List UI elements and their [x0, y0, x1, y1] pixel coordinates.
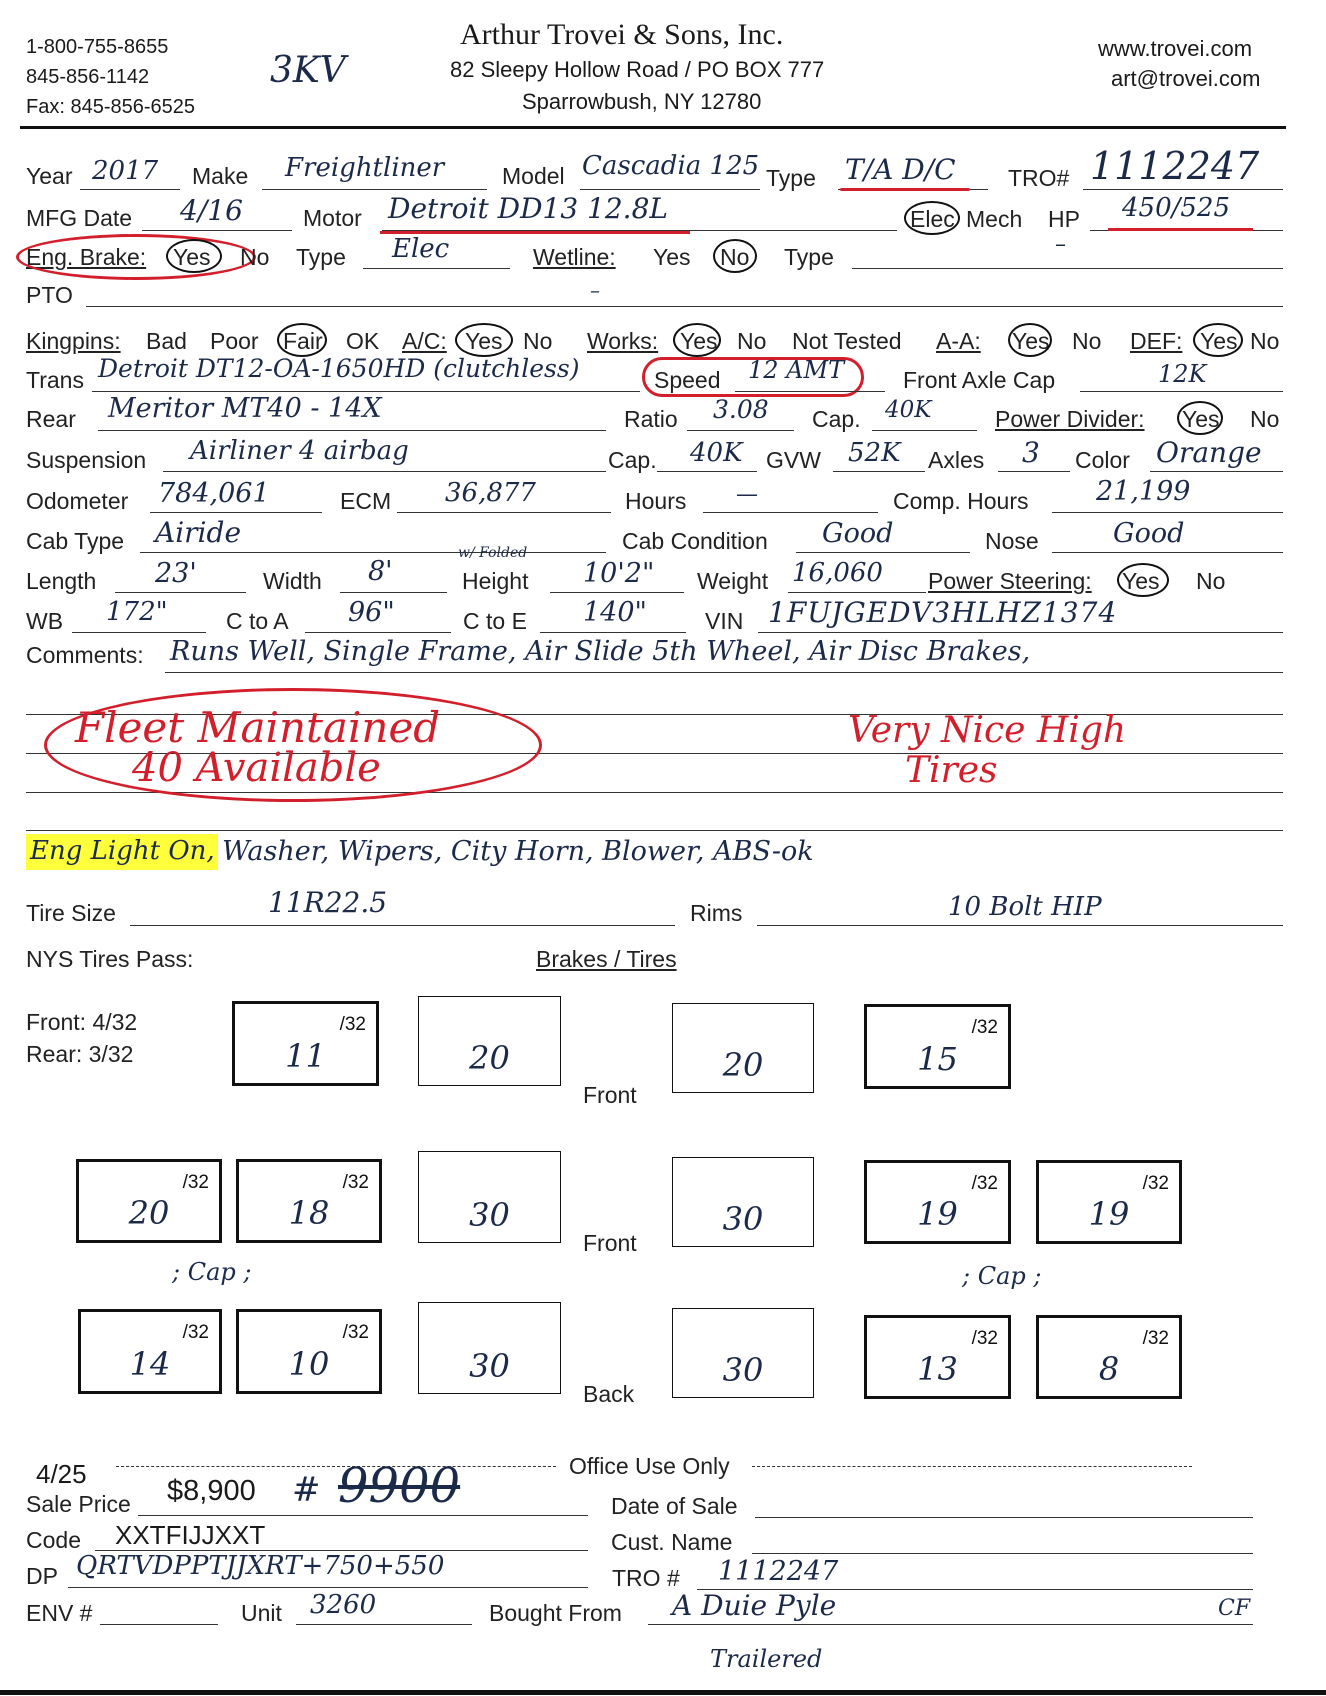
ac-yes-circle	[455, 323, 513, 357]
width-line	[340, 592, 447, 593]
color-label: Color	[1075, 447, 1130, 473]
trans-line	[92, 391, 640, 392]
year-label: Year	[26, 163, 73, 189]
rims-line	[757, 925, 1283, 926]
cab-condition-value: Good	[822, 518, 894, 549]
cap2-line	[657, 471, 757, 472]
brake-value: 30	[722, 1200, 764, 1238]
works-yes[interactable]: Yes	[680, 328, 718, 354]
speed-label: Speed	[654, 367, 721, 393]
model-value: Cascadia 125	[582, 151, 760, 181]
power-divider-yes[interactable]: Yes	[1182, 406, 1220, 432]
hours-label: Hours	[625, 488, 687, 514]
tire-box-mid-inner-right[interactable]	[864, 1160, 1011, 1244]
cap1-value: 40K	[885, 397, 932, 423]
ratio-label: Ratio	[624, 406, 678, 432]
speed-line	[735, 391, 885, 392]
brakes-tires-title: Brakes / Tires	[536, 946, 677, 972]
dp-line	[68, 1587, 588, 1588]
tire-depth-unit: /32	[1142, 1173, 1169, 1194]
ac-yes[interactable]: Yes	[465, 328, 503, 354]
tire-depth-value: 11	[285, 1037, 326, 1075]
comp-hours-line	[1052, 512, 1283, 513]
trans-label: Trans	[26, 367, 84, 393]
eng-brake-no[interactable]: No	[240, 244, 270, 270]
tro-value: 1112247	[1090, 144, 1260, 188]
office-dash-right	[752, 1466, 1192, 1467]
wb-label: WB	[26, 608, 64, 634]
tires-text: Tires	[905, 750, 998, 791]
sale-price-line	[138, 1515, 588, 1516]
tire-depth-value: 15	[917, 1040, 958, 1078]
hours-value: —	[736, 482, 758, 507]
vin-label: VIN	[705, 608, 744, 634]
speed-value: 12 AMT	[748, 356, 845, 384]
cust-name-line	[752, 1553, 1253, 1554]
eng-light-text: Eng Light On,	[30, 836, 215, 866]
code-label: Code	[26, 1527, 81, 1553]
hp-label: HP	[1048, 206, 1080, 232]
office-date-note: 4/25	[36, 1459, 87, 1489]
brake-box-back-left[interactable]	[418, 1302, 561, 1394]
old-price-value: 9900	[338, 1458, 461, 1514]
brake-value: 30	[469, 1196, 510, 1234]
def-yes[interactable]: Yes	[1200, 328, 1238, 354]
tire-box-back-inner-left[interactable]	[236, 1309, 382, 1394]
bought-from-line	[648, 1624, 1253, 1625]
nose-label: Nose	[985, 528, 1039, 554]
hp-value: 450/525	[1122, 193, 1231, 223]
make-line	[262, 189, 487, 190]
rear-label: Rear	[26, 406, 76, 432]
rear-requirement: Rear: 3/32	[26, 1041, 134, 1067]
tire-depth-value: 19	[1088, 1195, 1130, 1233]
wb-line	[72, 632, 206, 633]
trailered-note: Trailered	[710, 1645, 823, 1673]
c-to-a-value: 96"	[348, 597, 395, 628]
brake-box-mid-right[interactable]	[672, 1157, 814, 1247]
def-label: DEF:	[1130, 328, 1183, 354]
rims-label: Rims	[690, 900, 743, 926]
trans-value: Detroit DT12-OA-1650HD (clutchless)	[98, 354, 580, 383]
color-line	[1150, 471, 1283, 472]
website[interactable]: www.trovei.com	[1098, 36, 1253, 61]
ac-no[interactable]: No	[523, 328, 553, 354]
make-value: Freightliner	[285, 153, 445, 183]
odometer-label: Odometer	[26, 488, 129, 514]
works-yes-circle	[673, 323, 721, 357]
tire-depth-value: 10	[288, 1345, 330, 1383]
brake-type-value: Elec	[392, 234, 450, 264]
bought-from-value: A Duie Pyle	[672, 1589, 837, 1622]
comments-label: Comments:	[26, 642, 144, 668]
ratio-value: 3.08	[713, 395, 769, 424]
power-steering-yes-circle	[1117, 563, 1169, 597]
cab-type-value: Airide	[155, 516, 242, 549]
tire-size-value: 11R22.5	[268, 886, 388, 919]
tire-box-back-inner-right[interactable]	[864, 1315, 1011, 1399]
eng-brake-yes-circle	[166, 239, 222, 273]
brake-type-line	[363, 268, 510, 269]
mfg-date-value: 4/16	[180, 194, 243, 227]
nose-value: Good	[1113, 518, 1185, 549]
handwritten-code: 3KV	[270, 50, 346, 91]
unit-label: Unit	[241, 1600, 282, 1626]
code-value: XXTFIJJXXT	[115, 1520, 266, 1550]
tire-size-label: Tire Size	[26, 900, 116, 926]
wetline-no[interactable]: No	[720, 244, 750, 270]
kingpins-ok[interactable]: OK	[346, 328, 380, 354]
date-of-sale-line	[755, 1517, 1253, 1518]
front-label-1: Front	[583, 1082, 637, 1108]
brake-box-front-left[interactable]	[418, 996, 561, 1086]
c-to-a-line	[305, 632, 451, 633]
type-red-underline	[840, 188, 970, 191]
ecm-label: ECM	[340, 488, 392, 514]
power-divider-label: Power Divider:	[995, 406, 1145, 432]
elec-option[interactable]: Elec	[910, 206, 955, 232]
tire-box-back-outer-left[interactable]	[78, 1309, 222, 1394]
fleet-maintained-text: Fleet Maintained	[75, 703, 441, 752]
pto-line	[86, 306, 1283, 307]
c-to-e-label: C to E	[463, 608, 527, 634]
suspension-line	[163, 471, 606, 472]
unit-line	[296, 1624, 472, 1625]
brake-value: 20	[722, 1046, 764, 1084]
weight-line	[788, 592, 926, 593]
gvw-label: GVW	[766, 447, 821, 473]
wetline-type-line	[852, 268, 1283, 269]
c-to-a-label: C to A	[226, 608, 289, 634]
aa-label: A-A:	[936, 328, 981, 354]
hours-line	[703, 512, 878, 513]
tro-label: TRO#	[1008, 165, 1070, 191]
weight-label: Weight	[697, 568, 769, 594]
tro-office-label: TRO #	[612, 1565, 680, 1591]
brake-box-back-right[interactable]	[672, 1308, 814, 1398]
front-axle-cap-value: 12K	[1158, 360, 1207, 388]
aa-yes-circle	[1008, 323, 1052, 357]
brake-type-label: Type	[296, 244, 346, 270]
height-line	[550, 592, 684, 593]
comments-line-4-text: Washer, Wipers, City Horn, Blower, ABS-ok	[222, 836, 814, 867]
tire-depth-unit: /32	[971, 1173, 998, 1194]
power-divider-no[interactable]: No	[1250, 406, 1280, 432]
cap1-label: Cap.	[812, 406, 861, 432]
mfg-date-line	[142, 230, 292, 231]
brake-box-front-right[interactable]	[672, 1003, 814, 1093]
cap2-label: Cap.	[608, 447, 657, 473]
company-name: Arthur Trovei & Sons, Inc.	[460, 18, 784, 51]
front-label-2: Front	[583, 1230, 637, 1256]
date-of-sale-label: Date of Sale	[611, 1493, 738, 1519]
ecm-value: 36,877	[445, 478, 536, 508]
wb-value: 172"	[106, 597, 168, 627]
motor-label: Motor	[303, 205, 362, 231]
power-divider-yes-circle	[1177, 401, 1223, 435]
vin-line	[758, 632, 1283, 633]
power-steering-no[interactable]: No	[1196, 568, 1226, 594]
power-steering-label: Power Steering:	[928, 568, 1092, 594]
cab-type-label: Cab Type	[26, 528, 125, 554]
rims-value: 10 Bolt HIP	[948, 892, 1102, 922]
bottom-rule	[0, 1690, 1326, 1695]
cust-name-label: Cust. Name	[611, 1529, 733, 1555]
cab-type-line	[140, 552, 606, 553]
tire-box-front-right[interactable]	[864, 1004, 1011, 1089]
axles-line	[998, 471, 1070, 472]
tire-box-mid-inner-left[interactable]	[236, 1159, 382, 1243]
mfg-date-label: MFG Date	[26, 205, 133, 231]
height-value: 10'2"	[583, 558, 655, 589]
bought-from-label: Bought From	[489, 1600, 622, 1626]
width-value: 8'	[368, 556, 393, 587]
kingpins-label: Kingpins:	[26, 328, 121, 354]
very-nice-text: Very Nice High	[848, 710, 1127, 751]
office-use-title: Office Use Only	[569, 1453, 730, 1479]
tire-depth-value: 8	[1098, 1350, 1120, 1388]
suspension-label: Suspension	[26, 447, 147, 473]
fleet-available-text: 40 Available	[132, 745, 381, 791]
aa-yes[interactable]: Yes	[1012, 328, 1050, 354]
axles-label: Axles	[928, 447, 985, 473]
cab-condition-label: Cab Condition	[622, 528, 768, 554]
wetline-type-label: Type	[784, 244, 834, 270]
model-line	[580, 189, 760, 190]
tire-depth-value: 20	[128, 1194, 170, 1232]
works-not-tested[interactable]: Not Tested	[792, 328, 902, 354]
aa-no[interactable]: No	[1072, 328, 1102, 354]
phone-2: 845-856-1142	[26, 66, 150, 88]
length-line	[115, 592, 246, 593]
tire-box-mid-outer-right[interactable]	[1036, 1160, 1182, 1244]
env-line	[100, 1624, 218, 1625]
tire-depth-unit: /32	[182, 1172, 209, 1193]
length-label: Length	[26, 568, 97, 594]
old-price-mark: #	[292, 1470, 321, 1510]
address-line-1: 82 Sleepy Hollow Road / PO BOX 777	[450, 57, 825, 82]
brake-value: 30	[469, 1347, 510, 1385]
tire-depth-value: 19	[917, 1195, 958, 1233]
odometer-value: 784,061	[158, 478, 270, 509]
brake-value: 20	[469, 1039, 510, 1077]
front-requirement: Front: 4/32	[26, 1009, 138, 1035]
sale-price-label: Sale Price	[26, 1491, 131, 1517]
eng-brake-label: Eng. Brake:	[26, 244, 147, 270]
tro-line	[1083, 189, 1283, 190]
tire-depth-unit: /32	[1142, 1328, 1169, 1349]
dp-label: DP	[26, 1563, 58, 1589]
front-axle-cap-line	[1080, 391, 1283, 392]
comments-line-1	[165, 672, 1283, 673]
suspension-value: Airliner 4 airbag	[190, 436, 409, 466]
comp-hours-label: Comp. Hours	[893, 488, 1029, 514]
vin-value: 1FUJGEDV3HLHZ1374	[768, 596, 1118, 629]
odometer-line	[150, 512, 322, 513]
width-label: Width	[263, 568, 322, 594]
initials: CF	[1218, 1596, 1251, 1621]
header-rule	[20, 126, 1286, 129]
wetline-label: Wetline:	[533, 244, 616, 270]
height-note: w/ Folded	[458, 545, 528, 561]
email[interactable]: art@trovei.com	[1111, 66, 1261, 91]
elec-circle	[904, 201, 960, 235]
unit-value: 3260	[310, 1590, 377, 1620]
kingpins-bad[interactable]: Bad	[146, 328, 187, 354]
tire-depth-value: 13	[917, 1350, 958, 1388]
kingpins-poor[interactable]: Poor	[210, 328, 259, 354]
ecm-line	[397, 512, 611, 513]
tire-depth-unit: /32	[971, 1328, 998, 1349]
comp-hours-value: 21,199	[1096, 476, 1191, 507]
mech-option[interactable]: Mech	[966, 206, 1023, 232]
works-label: Works:	[587, 328, 659, 354]
def-yes-circle	[1193, 323, 1243, 357]
env-label: ENV #	[26, 1600, 93, 1626]
wetline-no-circle	[713, 239, 757, 273]
length-value: 23'	[155, 558, 197, 589]
ac-label: A/C:	[402, 328, 447, 354]
office-dash-left	[116, 1466, 556, 1467]
cap-note-right: ; Cap ;	[962, 1262, 1042, 1290]
fax: Fax: 845-856-6525	[26, 96, 196, 118]
tire-box-mid-outer-left[interactable]	[76, 1159, 222, 1243]
year-value: 2017	[92, 156, 159, 186]
kingpins-fair[interactable]: Fair	[283, 328, 323, 354]
wetline-type-value: –	[1055, 232, 1066, 257]
c-to-e-line	[540, 632, 686, 633]
color-value: Orange	[1156, 436, 1262, 469]
gvw-line	[833, 471, 925, 472]
c-to-e-value: 140"	[583, 597, 647, 628]
tire-depth-value: 18	[288, 1194, 330, 1232]
back-label: Back	[583, 1381, 635, 1407]
tire-depth-unit: /32	[182, 1322, 209, 1343]
pto-label: PTO	[26, 282, 73, 308]
make-label: Make	[192, 163, 249, 189]
hp-red-underline	[1108, 228, 1253, 231]
tire-depth-unit: /32	[342, 1172, 369, 1193]
nose-line	[1052, 552, 1283, 553]
tire-depth-unit: /32	[342, 1322, 369, 1343]
address-line-2: Sparrowbush, NY 12780	[522, 89, 762, 114]
weight-value: 16,060	[792, 558, 883, 588]
tire-size-line	[130, 925, 675, 926]
tire-depth-value: 14	[129, 1345, 171, 1383]
model-label: Model	[502, 163, 565, 189]
works-no[interactable]: No	[737, 328, 767, 354]
cab-condition-line	[796, 552, 970, 553]
brake-box-mid-left[interactable]	[418, 1151, 561, 1243]
cap1-line	[872, 430, 977, 431]
nys-tires-label: NYS Tires Pass:	[26, 946, 194, 972]
ratio-line	[687, 430, 794, 431]
comments-line-1-text: Runs Well, Single Frame, Air Slide 5th Wheel, Air Disc Brakes,	[170, 636, 1031, 667]
eng-brake-yes[interactable]: Yes	[173, 244, 211, 270]
tro-office-value: 1112247	[718, 1556, 839, 1587]
power-steering-yes[interactable]: Yes	[1122, 568, 1160, 594]
tire-depth-unit: /32	[339, 1014, 366, 1035]
front-axle-cap-label: Front Axle Cap	[903, 367, 1056, 393]
wetline-yes[interactable]: Yes	[653, 244, 691, 270]
height-label: Height	[462, 568, 529, 594]
type-value: T/A D/C	[845, 153, 956, 186]
rear-value: Meritor MT40 - 14X	[108, 393, 382, 424]
axles-value: 3	[1022, 436, 1040, 469]
comments-line-5	[26, 830, 1283, 831]
tire-box-front-left[interactable]	[232, 1001, 379, 1086]
sale-price-value: $8,900	[167, 1475, 256, 1507]
tire-depth-unit: /32	[971, 1017, 998, 1038]
motor-value: Detroit DD13 12.8L	[388, 192, 668, 225]
cap2-value: 40K	[690, 438, 743, 468]
phone-1: 1-800-755-8655	[26, 36, 169, 58]
rear-line	[98, 430, 606, 431]
tire-box-back-outer-right[interactable]	[1036, 1315, 1182, 1399]
dp-value: QRTVDPPTJJXRT+750+550	[76, 1551, 445, 1581]
pto-value: –	[590, 278, 600, 302]
kingpins-fair-circle	[277, 323, 327, 357]
def-no[interactable]: No	[1250, 328, 1280, 354]
cap-note-left: ; Cap ;	[172, 1258, 252, 1286]
gvw-value: 52K	[848, 438, 901, 468]
brake-value: 30	[722, 1351, 764, 1389]
type-label: Type	[766, 165, 816, 191]
year-line	[80, 189, 180, 190]
